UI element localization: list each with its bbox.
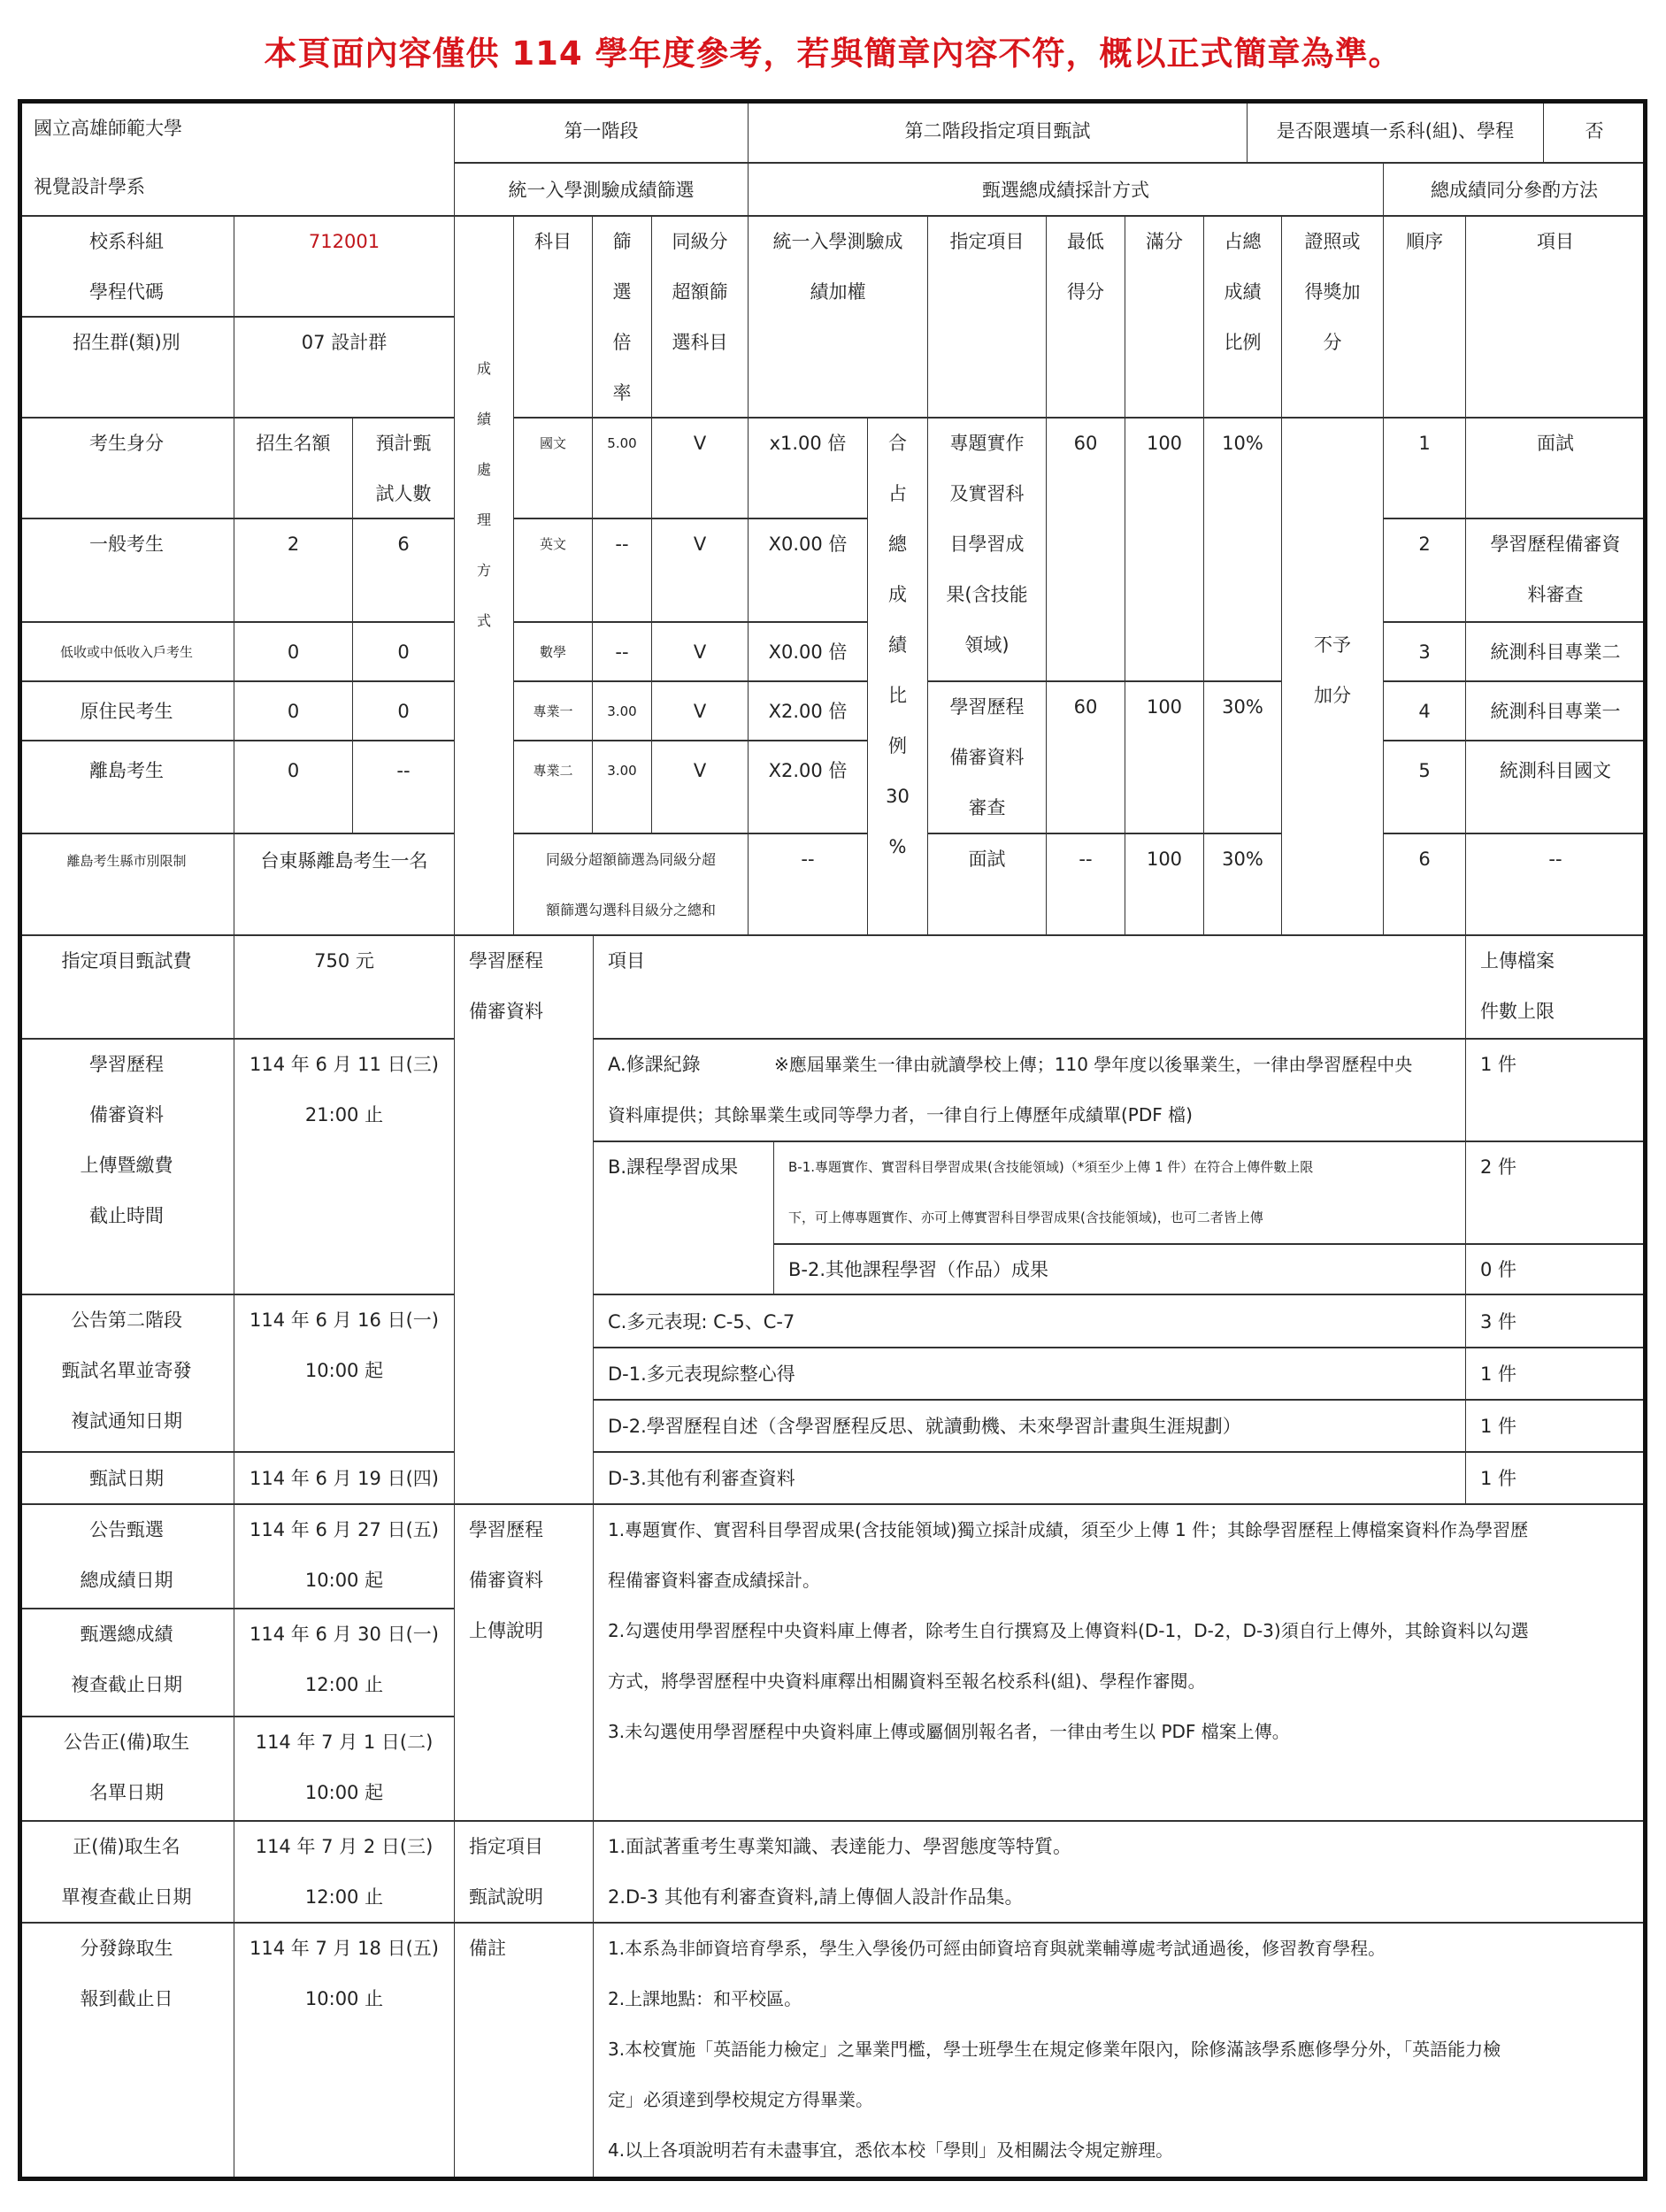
portfolio-a-text: ※應屆畢業生一律由就讀學校上傳；110 學年度以後畢業生，一律由學習歷程中央 資料庫提供；其餘畢業生或同等學力者，一律自行上傳歷年成績單(PDF 檔) — [608, 1054, 1413, 1125]
portfolio-d3-count: 1 件 — [1466, 1453, 1646, 1505]
portfolio-a-row — [594, 1040, 1466, 1142]
tie-order-number: 3 — [1384, 623, 1466, 682]
quota-row-quota: 0 — [234, 682, 353, 741]
tie-order-item: -- — [1466, 834, 1646, 936]
item-full: 100 — [1125, 682, 1204, 834]
tie-order-number: 5 — [1384, 741, 1466, 834]
quota-row-identity: 一般考生 — [19, 519, 234, 623]
subject-ratio: 3.00 — [593, 741, 652, 834]
schedule-label: 學習歷程 備審資料 上傳暨繳費 截止時間 — [19, 1040, 234, 1295]
department-name: 視覺設計學系 — [34, 176, 145, 197]
upload-notes-text: 1.專題實作、實習科目學習成果(含技能領域)獨立採計成績，須至少上傳 1 件；其餘學習歷程上傳檔案資料作為學習歷 程備審資料審查成績採計。 2.勾選使用學習歷程中央資料庫上傳者，除考生自行撰寫及上傳資料(D-1，D-2，D-3)須自行上傳外，其餘資料以勾選 方式，將學習歷程中央資料庫釋出相關資料至報名校系科(組)、學程作審閱。 3.未勾選使用學習歷程中央資料庫上傳或屬個別報名者，一律由考生以 PDF 檔案上傳。 — [594, 1505, 1646, 1822]
subject-weight: X0.00 倍 — [749, 623, 868, 682]
tie-order-item: 統測科目專業一 — [1466, 682, 1646, 741]
upload-notes-label: 學習歷程 備審資料 上傳說明 — [455, 1505, 594, 1822]
tie-order-item: 學習歷程備審資 料審查 — [1466, 519, 1646, 623]
item-full: 100 — [1125, 834, 1204, 936]
portfolio-b1-text: B-1.專題實作、實習科目學習成果(含技能領域)（*須至少上傳 1 件）在符合上傳件數上限 下，可上傳專題實作、亦可上傳實習科目學習成果(含技能領域)，也可二者皆上傳 — [774, 1142, 1466, 1245]
schedule-label: 甄試日期 — [19, 1453, 234, 1505]
schedule-label: 公告正(備)取生 名單日期 — [19, 1717, 234, 1822]
quota-row-quota: 0 — [234, 741, 353, 834]
portfolio-d1-text: D-1.多元表現綜整心得 — [594, 1348, 1466, 1401]
group-label: 招生群(類)別 — [19, 318, 234, 419]
tie-order-number: 4 — [1384, 682, 1466, 741]
stage1-header: 第一階段 — [455, 99, 749, 164]
schedule-value: 114 年 7 月 1 日(二) 10:00 起 — [234, 1717, 455, 1822]
tie-order-number: 2 — [1384, 519, 1466, 623]
expected-header: 預計甄 試人數 — [353, 419, 455, 519]
portfolio-label: 學習歷程 備審資料 — [455, 936, 594, 1505]
fee-value: 750 元 — [234, 936, 455, 1040]
subject-ratio: -- — [593, 623, 652, 682]
col-ratio: 篩 選 倍 率 — [593, 217, 652, 419]
stage1-subheader: 統一入學測驗成績篩選 — [455, 164, 749, 217]
schedule-value: 114 年 6 月 27 日(五) 10:00 起 — [234, 1505, 455, 1609]
portfolio-d2-count: 1 件 — [1466, 1401, 1646, 1453]
quota-row-expected: -- — [353, 741, 455, 834]
portfolio-a-count: 1 件 — [1466, 1040, 1646, 1142]
col-order: 順序 — [1384, 217, 1466, 419]
col-min: 最低 得分 — [1047, 217, 1125, 419]
portfolio-d3-text: D-3.其他有利審查資料 — [594, 1453, 1466, 1505]
portfolio-b1-count: 2 件 — [1466, 1142, 1646, 1245]
tie-order-item: 面試 — [1466, 419, 1646, 519]
combined-pct: 合 占 總 成 績 比 例 30 % — [868, 419, 928, 936]
school-department-cell — [19, 99, 455, 217]
item-full: 100 — [1125, 419, 1204, 682]
quota-header: 招生名額 — [234, 419, 353, 519]
item-min: 60 — [1047, 419, 1125, 682]
portfolio-b2-text: B-2.其他課程學習（作品）成果 — [774, 1245, 1466, 1295]
notice-banner: 本頁面內容僅供 114 學年度參考，若與簡章內容不符，概以正式簡章為準。 — [264, 35, 1402, 73]
fee-label: 指定項目甄試費 — [19, 936, 234, 1040]
score-method-header: 成 績 處 理 方 式 — [455, 217, 514, 936]
portfolio-d1-count: 1 件 — [1466, 1348, 1646, 1401]
bonus-value: 不予 加分 — [1282, 419, 1384, 936]
item-name: 面試 — [928, 834, 1047, 936]
stage2-subheader: 甄選總成績採計方式 — [749, 164, 1384, 217]
subject-name: 專業二 — [514, 741, 593, 834]
schedule-value: 114 年 7 月 18 日(五) 10:00 止 — [234, 1924, 455, 2181]
tie-order-number: 6 — [1384, 834, 1466, 936]
tie-method-header: 總成績同分參酌方法 — [1384, 164, 1646, 217]
col-item: 指定項目 — [928, 217, 1047, 419]
subject-ratio: 5.00 — [593, 419, 652, 519]
col-pct: 占總 成績 比例 — [1204, 217, 1282, 419]
group-value: 07 設計群 — [234, 318, 455, 419]
quota-row-identity: 原住民考生 — [19, 682, 234, 741]
remarks-label: 備註 — [455, 1924, 594, 2181]
col-full: 滿分 — [1125, 217, 1204, 419]
exam-notes-label: 指定項目 甄試說明 — [455, 1822, 594, 1924]
quota-row-expected: 0 — [353, 623, 455, 682]
item-name: 專題實作 及實習科 目學習成 果(含技能 領域) — [928, 419, 1047, 682]
subject-tie-check: V — [652, 623, 749, 682]
subject-weight: X2.00 倍 — [749, 682, 868, 741]
remarks-text: 1.本系為非師資培育學系，學生入學後仍可經由師資培育與就業輔導處考試通過後，修習教育學程。 2.上課地點：和平校區。 3.本校實施「英語能力檢定」之畢業門檻，學士班學生在規定修業年限內，除修滿該學系應修學分外，「英語能力檢 定」必須達到學校規定方得畢業。 4.以上各項說明若有未盡事宜，悉依本校「學則」及相關法令規定辦理。 — [594, 1924, 1646, 2181]
tie-order-item: 統測科目專業二 — [1466, 623, 1646, 682]
subject-weight: X2.00 倍 — [749, 741, 868, 834]
col-subject: 科目 — [514, 217, 593, 419]
col-weight: 統一入學測驗成 績加權 — [749, 217, 928, 419]
item-pct: 30% — [1204, 682, 1282, 834]
quota-row-expected: 0 — [353, 682, 455, 741]
item-min: 60 — [1047, 682, 1125, 834]
item-name: 學習歷程 備審資料 審查 — [928, 682, 1047, 834]
subject-tie-check: V — [652, 519, 749, 623]
quota-row-identity: 離島考生 — [19, 741, 234, 834]
portfolio-limit-header: 上傳檔案 件數上限 — [1466, 936, 1646, 1040]
quota-row-quota: 2 — [234, 519, 353, 623]
island-limit-value: 台東縣離島考生一名 — [234, 834, 455, 936]
col-tie-subject: 同級分 超額篩 選科目 — [652, 217, 749, 419]
subject-ratio: -- — [593, 519, 652, 623]
schedule-value: 114 年 6 月 16 日(一) 10:00 起 — [234, 1295, 455, 1453]
subject-tie-check: V — [652, 682, 749, 741]
schedule-label: 正(備)取生名 單複查截止日期 — [19, 1822, 234, 1924]
item-min: -- — [1047, 834, 1125, 936]
portfolio-a-label: A.修課紀錄 — [608, 1054, 701, 1075]
single-choice-limit-value: 否 — [1544, 99, 1646, 164]
code-value: 712001 — [234, 217, 455, 318]
subject-weight: X0.00 倍 — [749, 519, 868, 623]
schedule-value: 114 年 6 月 11 日(三) 21:00 止 — [234, 1040, 455, 1295]
schedule-label: 公告第二階段 甄試名單並寄發 複試通知日期 — [19, 1295, 234, 1453]
schedule-value: 114 年 7 月 2 日(三) 12:00 止 — [234, 1822, 455, 1924]
item-pct: 10% — [1204, 419, 1282, 682]
item-pct: 30% — [1204, 834, 1282, 936]
subject-tie-check: V — [652, 741, 749, 834]
schedule-value: 114 年 6 月 30 日(一) 12:00 止 — [234, 1609, 455, 1717]
portfolio-c-count: 3 件 — [1466, 1295, 1646, 1348]
tie-order-number: 1 — [1384, 419, 1466, 519]
portfolio-c-text: C.多元表現: C-5、C-7 — [594, 1295, 1466, 1348]
schedule-label: 分發錄取生 報到截止日 — [19, 1924, 234, 2181]
col-bonus: 證照或 得獎加 分 — [1282, 217, 1384, 419]
exam-notes-text: 1.面試著重考生專業知識、表達能力、學習態度等特質。 2.D-3 其他有利審查資料,請上傳個人設計作品集。 — [594, 1822, 1646, 1924]
tie-rule-weight: -- — [749, 834, 868, 936]
island-limit-label: 離島考生縣市別限制 — [19, 834, 234, 936]
col-tie-item: 項目 — [1466, 217, 1646, 419]
portfolio-d2-text: D-2.學習歷程自述（含學習歷程反思、就讀動機、未來學習計畫與生涯規劃） — [594, 1401, 1466, 1453]
tie-order-item: 統測科目國文 — [1466, 741, 1646, 834]
subject-name: 專業一 — [514, 682, 593, 741]
schedule-label: 公告甄選 總成績日期 — [19, 1505, 234, 1609]
portfolio-item-header: 項目 — [594, 936, 1466, 1040]
portfolio-b2-count: 0 件 — [1466, 1245, 1646, 1295]
single-choice-limit-label: 是否限選填一系科(組)、學程 — [1248, 99, 1544, 164]
code-label: 校系科組 學程代碼 — [19, 217, 234, 318]
stage2-header: 第二階段指定項目甄試 — [749, 99, 1248, 164]
quota-row-identity: 低收或中低收入戶考生 — [19, 623, 234, 682]
subject-tie-check: V — [652, 419, 749, 519]
quota-row-quota: 0 — [234, 623, 353, 682]
subject-name: 數學 — [514, 623, 593, 682]
schedule-label: 甄選總成績 複查截止日期 — [19, 1609, 234, 1717]
portfolio-b-label: B.課程學習成果 — [594, 1142, 774, 1295]
quota-row-expected: 6 — [353, 519, 455, 623]
schedule-value: 114 年 6 月 19 日(四) — [234, 1453, 455, 1505]
subject-name: 英文 — [514, 519, 593, 623]
subject-ratio: 3.00 — [593, 682, 652, 741]
identity-header: 考生身分 — [19, 419, 234, 519]
university-name: 國立高雄師範大學 — [34, 118, 182, 139]
subject-weight: x1.00 倍 — [749, 419, 868, 519]
tie-rule-note: 同級分超額篩選為同級分超 額篩選勾選科目級分之總和 — [514, 834, 749, 936]
subject-name: 國文 — [514, 419, 593, 519]
